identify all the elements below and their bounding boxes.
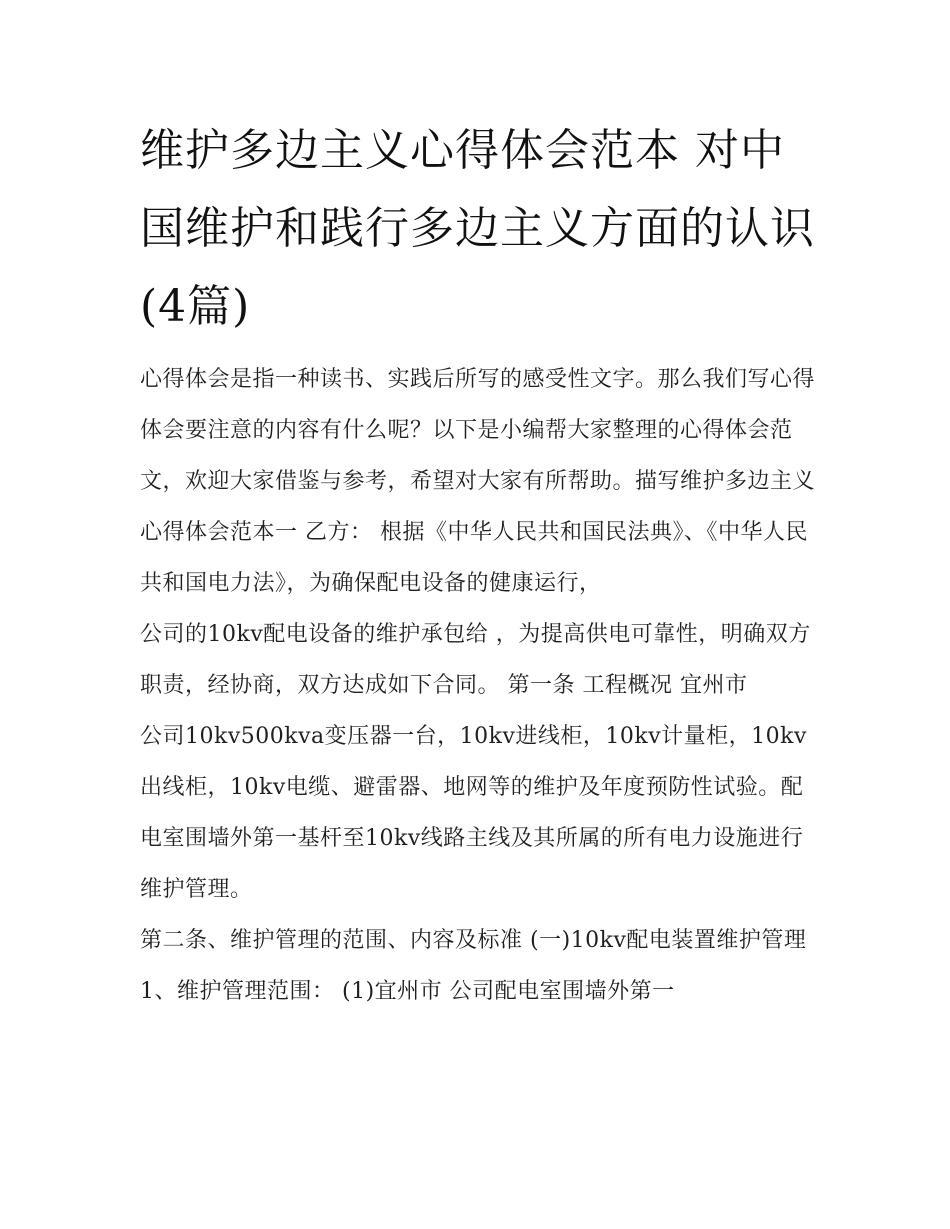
paragraph-3: 公司10kv500kva变压器一台，10kv进线柜，10kv计量柜，10kv出线柜，10kv电缆、避雷器、地网等的维护及年度预防性试验。配电室围墙外第一基杆至10kv线路主线及其所属的所有电力设施进行维护管理。 [140, 724, 807, 902]
document-title: 维护多边主义心得体会范本 对中国维护和践行多边主义方面的认识(4篇) [140, 125, 815, 332]
paragraph-2: 公司的10kv配电设备的维护承包给 ，为提高供电可靠性，明确双方职责，经协商，双方达成如下合同。 第一条 工程概况 宜州市 [140, 622, 811, 698]
document-body [140, 354, 820, 1017]
paragraph-1: 心得体会是指一种读书、实践后所写的感受性文字。那么我们写心得体会要注意的内容有什么呢？以下是小编帮大家整理的心得体会范文，欢迎大家借鉴与参考，希望对大家有所帮助。描写维护多边主义心得体会范本一 乙方： 根据《中华人民共和国民法典》、《中华人民共和国电力法》，为确保配电设备的健康运行， [140, 367, 816, 596]
paragraph-4: 第二条、维护管理的范围、内容及标准 (一)10kv配电装置维护管理 1、维护管理范围： (1)宜州市 公司配电室围墙外第一 [140, 928, 814, 1004]
